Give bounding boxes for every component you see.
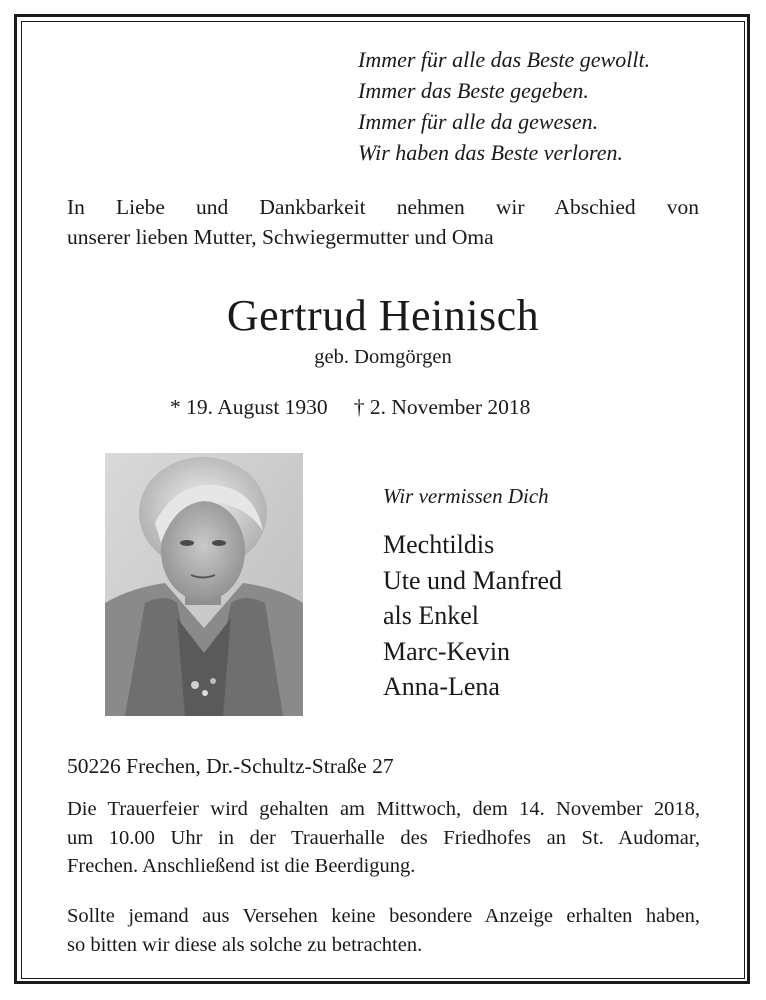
- ceremony-info: [67, 795, 700, 881]
- ceremony-line: um 10.00 Uhr in der Trauerhalle des Friedhofes an St. Audomar,: [67, 826, 700, 849]
- mourner-name: Anna-Lena: [383, 672, 500, 701]
- intro-text: [67, 192, 699, 252]
- life-dates: [170, 393, 610, 421]
- poem-line: Immer für alle da gewesen.: [358, 109, 599, 134]
- poem-line: Immer für alle das Beste gewollt.: [358, 47, 651, 72]
- mourner-name: Mechtildis: [383, 530, 495, 559]
- portrait-photo: [105, 453, 303, 716]
- notice-text: [67, 902, 700, 959]
- death-date: † 2. November 2018: [353, 395, 531, 419]
- poem-line: Wir haben das Beste verloren.: [358, 140, 623, 165]
- deceased-name: Gertrud Heinisch: [226, 291, 540, 340]
- mourners-list: [383, 527, 562, 705]
- notice-line: so bitten wir diese als solche zu betrachten.: [67, 933, 423, 956]
- intro-line: unserer lieben Mutter, Schwiegermutter und Oma: [67, 225, 494, 249]
- mourner-name: Marc-Kevin: [383, 636, 511, 666]
- poem-line: Immer das Beste gegeben.: [358, 78, 589, 103]
- memorial-poem: [358, 44, 738, 168]
- mourner-name: Ute und Manfred: [383, 565, 563, 595]
- address: 50226 Frechen, Dr.-Schultz-Straße 27: [67, 754, 394, 778]
- ceremony-line: Frechen. Anschließend ist die Beerdigung.: [67, 855, 416, 877]
- ceremony-line: Die Trauerfeier wird gehalten am Mittwoch, dem 14. November 2018,: [67, 798, 700, 820]
- intro-line: In Liebe und Dankbarkeit nehmen wir Abschied von: [67, 195, 699, 219]
- notice-line: Sollte jemand aus Versehen keine besondere Anzeige erhalten haben,: [67, 905, 700, 927]
- mourners-heading: Wir vermissen Dich: [383, 484, 549, 508]
- maiden-name: geb. Domgörgen: [314, 346, 452, 368]
- mourner-name: als Enkel: [383, 601, 480, 630]
- birth-date: * 19. August 1930: [170, 395, 328, 419]
